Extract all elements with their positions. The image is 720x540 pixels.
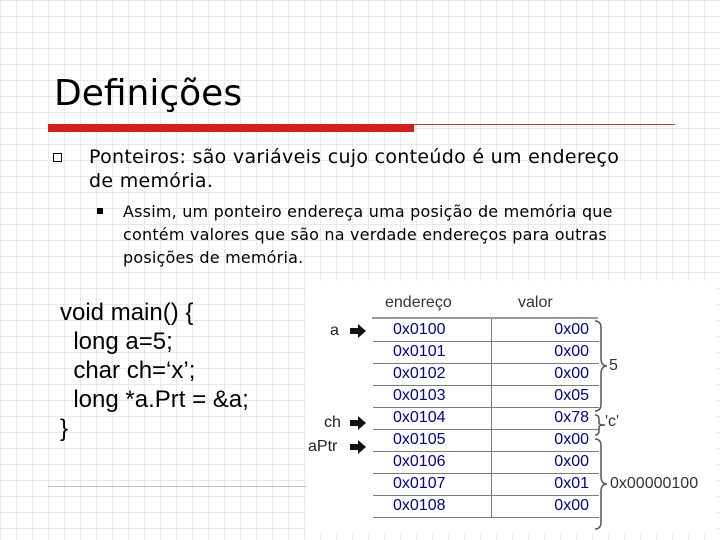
- code-line: char ch=‘x’;: [60, 357, 196, 384]
- brace-a-icon: [594, 320, 608, 412]
- annotation-ch-value: 'c': [605, 413, 620, 430]
- value-cell: 0x00: [491, 495, 599, 517]
- code-line: long a=5;: [60, 328, 173, 355]
- table-row: [373, 407, 599, 429]
- brace-aptr-icon: [594, 438, 608, 530]
- address-cell: 0x0106: [373, 451, 491, 473]
- slide-title: Definições: [54, 73, 243, 114]
- value-cell: 0x00: [491, 451, 599, 473]
- address-cell: 0x0101: [373, 341, 491, 363]
- title-accent-bar: [48, 124, 414, 132]
- address-cell: 0x0103: [373, 385, 491, 407]
- value-cell: 0x00: [491, 363, 599, 385]
- main-bullet-text: Ponteiros: são variáveis cujo conteúdo é um endereço de memória.: [89, 146, 620, 192]
- annotation-aptr-value: 0x00000100: [610, 475, 699, 492]
- hollow-square-bullet-icon: [53, 153, 62, 162]
- code-block: [60, 298, 249, 443]
- value-column-header: valor: [518, 294, 553, 311]
- table-row: [373, 429, 599, 451]
- variable-label-a: a: [330, 322, 339, 339]
- value-cell: 0x05: [491, 385, 599, 407]
- table-row: [373, 341, 599, 363]
- code-line: void main() {: [60, 299, 194, 326]
- code-divider: [48, 486, 308, 487]
- address-cell: 0x0102: [373, 363, 491, 385]
- address-cell: 0x0105: [373, 429, 491, 451]
- value-cell: 0x00: [491, 319, 599, 341]
- code-line: long *a.Prt = &a;: [60, 386, 249, 413]
- address-cell: 0x0100: [373, 319, 491, 341]
- value-cell: 0x00: [491, 429, 599, 451]
- arrow-right-icon: [350, 324, 366, 338]
- variable-label-aptr: aPtr: [308, 438, 338, 455]
- variable-label-ch: ch: [324, 414, 341, 431]
- address-cell: 0x0108: [373, 495, 491, 517]
- table-row: [373, 495, 599, 517]
- table-row: [373, 363, 599, 385]
- value-cell: 0x78: [491, 407, 599, 429]
- annotation-a-value: 5: [609, 357, 618, 374]
- memory-diagram: [306, 281, 716, 534]
- memory-table: [373, 319, 599, 518]
- table-row: [373, 385, 599, 407]
- arrow-right-icon: [350, 440, 366, 454]
- table-row: [373, 319, 599, 341]
- table-row: [373, 473, 599, 495]
- address-cell: 0x0104: [373, 407, 491, 429]
- arrow-right-icon: [350, 416, 366, 430]
- sub-bullet-text: Assim, um ponteiro endereça uma posição de memória que contém valores que são na verdade endereços para outras posições de memória.: [123, 202, 613, 267]
- value-cell: 0x01: [491, 473, 599, 495]
- address-cell: 0x0107: [373, 473, 491, 495]
- value-cell: 0x00: [491, 341, 599, 363]
- code-line: }: [60, 415, 69, 442]
- table-row: [373, 451, 599, 473]
- filled-square-bullet-icon: [97, 208, 103, 214]
- address-column-header: endereço: [385, 294, 452, 311]
